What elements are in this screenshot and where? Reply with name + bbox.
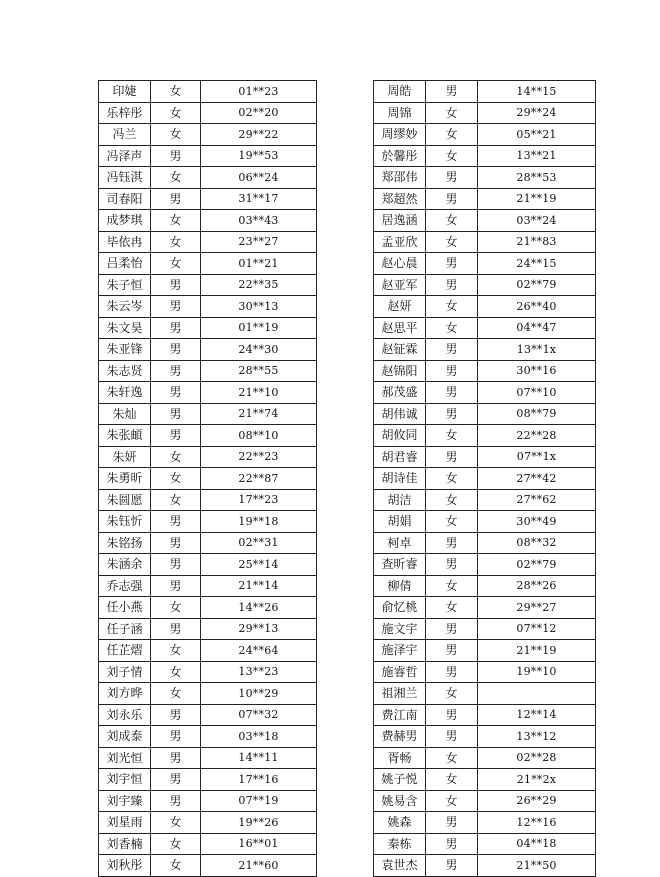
gender-cell: 男	[426, 554, 478, 576]
table-row	[374, 575, 596, 597]
gender-cell: 女	[426, 231, 478, 253]
table-row	[374, 253, 596, 275]
gender-cell: 男	[151, 425, 201, 447]
gender-cell: 男	[426, 726, 478, 748]
table-row	[99, 640, 317, 662]
gender-cell: 女	[426, 210, 478, 232]
name-cell: 朱张頔	[99, 425, 151, 447]
id-cell: 02**79	[478, 274, 596, 296]
table-row	[99, 747, 317, 769]
gender-cell: 男	[426, 661, 478, 683]
table-row	[374, 511, 596, 533]
gender-cell: 女	[426, 575, 478, 597]
id-cell: 21**19	[478, 188, 596, 210]
id-cell: 17**23	[201, 489, 317, 511]
table-row	[374, 704, 596, 726]
name-cell: 胡洁	[374, 489, 426, 511]
gender-cell: 男	[426, 253, 478, 275]
table-row	[99, 403, 317, 425]
table-row	[374, 618, 596, 640]
id-cell: 12**14	[478, 704, 596, 726]
table-row	[374, 167, 596, 189]
gender-cell: 女	[426, 296, 478, 318]
id-cell: 28**26	[478, 575, 596, 597]
table-row	[99, 253, 317, 275]
table-row	[374, 489, 596, 511]
id-cell: 25**14	[201, 554, 317, 576]
id-cell: 22**87	[201, 468, 317, 490]
gender-cell: 男	[151, 188, 201, 210]
id-cell: 30**49	[478, 511, 596, 533]
name-cell: 胥畅	[374, 747, 426, 769]
name-cell: 袁世杰	[374, 855, 426, 877]
id-cell: 26**29	[478, 790, 596, 812]
gender-cell: 女	[426, 511, 478, 533]
table-row	[374, 661, 596, 683]
table-row	[99, 489, 317, 511]
name-cell: 吕柔怡	[99, 253, 151, 275]
id-cell: 14**11	[201, 747, 317, 769]
id-cell: 02**79	[478, 554, 596, 576]
table-row	[374, 102, 596, 124]
gender-cell: 女	[426, 489, 478, 511]
name-cell: 朱云岑	[99, 296, 151, 318]
id-cell: 13**23	[201, 661, 317, 683]
name-cell: 刘成泰	[99, 726, 151, 748]
id-cell: 13**1x	[478, 339, 596, 361]
id-cell: 14**15	[478, 81, 596, 103]
table-row	[374, 532, 596, 554]
id-cell: 22**28	[478, 425, 596, 447]
name-cell: 赵妍	[374, 296, 426, 318]
id-cell: 08**10	[201, 425, 317, 447]
gender-cell: 女	[151, 81, 201, 103]
name-cell: 朱灿	[99, 403, 151, 425]
table-row	[99, 360, 317, 382]
id-cell: 03**24	[478, 210, 596, 232]
name-cell: 成梦琪	[99, 210, 151, 232]
gender-cell: 男	[151, 382, 201, 404]
table-row	[99, 468, 317, 490]
table-row	[99, 317, 317, 339]
name-cell: 赵思平	[374, 317, 426, 339]
id-cell: 28**55	[201, 360, 317, 382]
table-row	[99, 188, 317, 210]
gender-cell: 男	[151, 360, 201, 382]
table-row	[374, 554, 596, 576]
id-cell: 06**24	[201, 167, 317, 189]
gender-cell: 男	[151, 296, 201, 318]
name-cell: 费江南	[374, 704, 426, 726]
table-row	[374, 833, 596, 855]
table-row	[374, 317, 596, 339]
name-cell: 刘香楠	[99, 833, 151, 855]
id-cell: 24**30	[201, 339, 317, 361]
name-cell: 冯钰淇	[99, 167, 151, 189]
id-cell: 07**19	[201, 790, 317, 812]
id-cell: 19**53	[201, 145, 317, 167]
id-cell: 30**16	[478, 360, 596, 382]
name-cell: 冯兰	[99, 124, 151, 146]
name-cell: 刘子情	[99, 661, 151, 683]
gender-cell: 女	[426, 145, 478, 167]
gender-cell: 女	[151, 468, 201, 490]
name-cell: 刘永乐	[99, 704, 151, 726]
gender-cell: 女	[151, 489, 201, 511]
name-cell: 朱涵余	[99, 554, 151, 576]
id-cell: 19**18	[201, 511, 317, 533]
gender-cell: 男	[426, 382, 478, 404]
table-row	[374, 446, 596, 468]
gender-cell: 女	[426, 317, 478, 339]
gender-cell: 男	[151, 769, 201, 791]
table-row	[99, 554, 317, 576]
gender-cell: 女	[151, 640, 201, 662]
id-cell: 12**16	[478, 812, 596, 834]
table-row	[99, 210, 317, 232]
gender-cell: 男	[426, 618, 478, 640]
id-cell: 07**1x	[478, 446, 596, 468]
table-row	[374, 683, 596, 705]
table-row	[374, 360, 596, 382]
table-row	[374, 81, 596, 103]
table-row	[374, 812, 596, 834]
gender-cell: 男	[151, 317, 201, 339]
gender-cell: 男	[151, 704, 201, 726]
id-cell: 21**83	[478, 231, 596, 253]
id-cell: 13**12	[478, 726, 596, 748]
table-row	[99, 124, 317, 146]
id-cell: 21**19	[478, 640, 596, 662]
name-cell: 朱子恒	[99, 274, 151, 296]
gender-cell: 男	[426, 704, 478, 726]
id-cell: 19**26	[201, 812, 317, 834]
id-cell: 22**35	[201, 274, 317, 296]
name-cell: 施睿哲	[374, 661, 426, 683]
id-cell: 13**21	[478, 145, 596, 167]
id-cell: 24**15	[478, 253, 596, 275]
table-row	[99, 231, 317, 253]
table-row	[374, 597, 596, 619]
id-cell: 22**23	[201, 446, 317, 468]
id-cell: 08**79	[478, 403, 596, 425]
id-cell: 24**64	[201, 640, 317, 662]
id-cell: 29**27	[478, 597, 596, 619]
id-cell: 23**27	[201, 231, 317, 253]
table-row	[374, 382, 596, 404]
gender-cell: 男	[426, 274, 478, 296]
name-cell: 秦栋	[374, 833, 426, 855]
id-cell: 29**13	[201, 618, 317, 640]
name-cell: 乔志强	[99, 575, 151, 597]
gender-cell: 女	[151, 167, 201, 189]
gender-cell: 男	[426, 812, 478, 834]
table-row	[99, 812, 317, 834]
name-cell: 费赫男	[374, 726, 426, 748]
gender-cell: 女	[151, 661, 201, 683]
id-cell: 21**14	[201, 575, 317, 597]
name-cell: 毕依冉	[99, 231, 151, 253]
table-row	[99, 790, 317, 812]
table-row	[99, 274, 317, 296]
id-cell: 08**32	[478, 532, 596, 554]
table-row	[99, 81, 317, 103]
gender-cell: 男	[426, 81, 478, 103]
table-row	[99, 683, 317, 705]
table-row	[374, 124, 596, 146]
gender-cell: 男	[426, 446, 478, 468]
id-cell: 04**18	[478, 833, 596, 855]
gender-cell: 女	[151, 231, 201, 253]
name-cell: 赵钲霖	[374, 339, 426, 361]
table-row	[99, 532, 317, 554]
gender-cell: 女	[151, 833, 201, 855]
table-row	[99, 339, 317, 361]
id-cell: 27**62	[478, 489, 596, 511]
name-cell: 朱铭扬	[99, 532, 151, 554]
name-cell: 居逸涵	[374, 210, 426, 232]
table-row	[374, 769, 596, 791]
gender-cell: 女	[426, 597, 478, 619]
gender-cell: 男	[151, 726, 201, 748]
name-cell: 柯卓	[374, 532, 426, 554]
name-cell: 任小燕	[99, 597, 151, 619]
gender-cell: 女	[151, 253, 201, 275]
name-cell: 任芷熠	[99, 640, 151, 662]
id-cell: 28**53	[478, 167, 596, 189]
id-cell: 03**18	[201, 726, 317, 748]
table-row	[99, 704, 317, 726]
name-cell: 朱文昊	[99, 317, 151, 339]
table-row	[99, 855, 317, 877]
gender-cell: 女	[426, 102, 478, 124]
name-cell: 胡诗佳	[374, 468, 426, 490]
gender-cell: 男	[151, 747, 201, 769]
id-cell: 02**31	[201, 532, 317, 554]
table-row	[99, 833, 317, 855]
id-cell: 01**19	[201, 317, 317, 339]
gender-cell: 男	[426, 188, 478, 210]
name-cell: 朱钰忻	[99, 511, 151, 533]
id-cell: 21**2x	[478, 769, 596, 791]
gender-cell: 男	[151, 274, 201, 296]
name-cell: 郑超然	[374, 188, 426, 210]
id-cell: 10**29	[201, 683, 317, 705]
name-cell: 刘宇臻	[99, 790, 151, 812]
gender-cell: 女	[426, 683, 478, 705]
name-cell: 胡伟诚	[374, 403, 426, 425]
table-row	[99, 726, 317, 748]
name-cell: 俞忆桃	[374, 597, 426, 619]
name-cell: 朱妍	[99, 446, 151, 468]
gender-cell: 男	[151, 339, 201, 361]
id-cell: 21**74	[201, 403, 317, 425]
id-cell	[478, 683, 596, 705]
gender-cell: 男	[426, 833, 478, 855]
gender-cell: 女	[426, 790, 478, 812]
name-cell: 查昕睿	[374, 554, 426, 576]
id-cell: 01**23	[201, 81, 317, 103]
name-cell: 朱亚锋	[99, 339, 151, 361]
table-row	[374, 188, 596, 210]
name-cell: 乐梓彤	[99, 102, 151, 124]
gender-cell: 女	[426, 124, 478, 146]
name-cell: 任子涵	[99, 618, 151, 640]
name-cell: 赵心晨	[374, 253, 426, 275]
name-cell: 孟亚欣	[374, 231, 426, 253]
name-cell: 朱圆愿	[99, 489, 151, 511]
gender-cell: 女	[151, 102, 201, 124]
gender-cell: 男	[426, 360, 478, 382]
table-row	[374, 855, 596, 877]
gender-cell: 男	[426, 167, 478, 189]
gender-cell: 男	[151, 511, 201, 533]
id-cell: 04**47	[478, 317, 596, 339]
roster-table-right	[373, 80, 596, 877]
id-cell: 21**60	[201, 855, 317, 877]
table-row	[99, 382, 317, 404]
name-cell: 郑邵伟	[374, 167, 426, 189]
name-cell: 胡攸同	[374, 425, 426, 447]
id-cell: 17**16	[201, 769, 317, 791]
name-cell: 周缪妙	[374, 124, 426, 146]
id-cell: 27**42	[478, 468, 596, 490]
gender-cell: 女	[151, 446, 201, 468]
name-cell: 刘星雨	[99, 812, 151, 834]
gender-cell: 男	[151, 403, 201, 425]
gender-cell: 女	[151, 210, 201, 232]
table-row	[374, 231, 596, 253]
gender-cell: 女	[426, 747, 478, 769]
gender-cell: 女	[426, 468, 478, 490]
gender-cell: 男	[151, 145, 201, 167]
name-cell: 姚森	[374, 812, 426, 834]
name-cell: 於馨彤	[374, 145, 426, 167]
gender-cell: 女	[151, 597, 201, 619]
name-cell: 胡君睿	[374, 446, 426, 468]
gender-cell: 男	[151, 532, 201, 554]
id-cell: 26**40	[478, 296, 596, 318]
roster-table-left	[98, 80, 317, 877]
gender-cell: 男	[426, 640, 478, 662]
table-row	[374, 726, 596, 748]
name-cell: 祖湘兰	[374, 683, 426, 705]
id-cell: 31**17	[201, 188, 317, 210]
name-cell: 刘秋彤	[99, 855, 151, 877]
id-cell: 03**43	[201, 210, 317, 232]
gender-cell: 男	[151, 790, 201, 812]
table-row	[374, 747, 596, 769]
id-cell: 16**01	[201, 833, 317, 855]
gender-cell: 男	[151, 575, 201, 597]
table-row	[374, 640, 596, 662]
name-cell: 朱勇昕	[99, 468, 151, 490]
name-cell: 施泽宇	[374, 640, 426, 662]
name-cell: 柳倩	[374, 575, 426, 597]
gender-cell: 男	[426, 855, 478, 877]
name-cell: 朱轩逸	[99, 382, 151, 404]
id-cell: 02**28	[478, 747, 596, 769]
id-cell: 21**10	[201, 382, 317, 404]
name-cell: 刘方晔	[99, 683, 151, 705]
id-cell: 07**32	[201, 704, 317, 726]
table-row	[99, 296, 317, 318]
gender-cell: 男	[151, 554, 201, 576]
id-cell: 05**21	[478, 124, 596, 146]
table-row	[374, 145, 596, 167]
table-row	[374, 296, 596, 318]
id-cell: 07**12	[478, 618, 596, 640]
gender-cell: 女	[151, 683, 201, 705]
gender-cell: 男	[426, 403, 478, 425]
name-cell: 郝茂盛	[374, 382, 426, 404]
id-cell: 01**21	[201, 253, 317, 275]
table-row	[99, 769, 317, 791]
table-row	[99, 167, 317, 189]
name-cell: 周皓	[374, 81, 426, 103]
table-row	[374, 790, 596, 812]
gender-cell: 女	[426, 425, 478, 447]
table-row	[99, 575, 317, 597]
id-cell: 14**26	[201, 597, 317, 619]
name-cell: 胡娟	[374, 511, 426, 533]
table-row	[374, 468, 596, 490]
name-cell: 朱志贤	[99, 360, 151, 382]
table-row	[99, 102, 317, 124]
id-cell: 29**24	[478, 102, 596, 124]
name-cell: 姚子悦	[374, 769, 426, 791]
id-cell: 19**10	[478, 661, 596, 683]
gender-cell: 男	[426, 532, 478, 554]
gender-cell: 女	[151, 124, 201, 146]
name-cell: 司春阳	[99, 188, 151, 210]
name-cell: 姚易含	[374, 790, 426, 812]
id-cell: 21**50	[478, 855, 596, 877]
table-row	[99, 446, 317, 468]
id-cell: 30**13	[201, 296, 317, 318]
name-cell: 施文宇	[374, 618, 426, 640]
table-row	[99, 618, 317, 640]
table-row	[374, 339, 596, 361]
id-cell: 29**22	[201, 124, 317, 146]
table-row	[99, 661, 317, 683]
name-cell: 冯泽声	[99, 145, 151, 167]
table-row	[99, 511, 317, 533]
gender-cell: 男	[426, 339, 478, 361]
gender-cell: 女	[151, 855, 201, 877]
table-row	[99, 145, 317, 167]
table-row	[99, 597, 317, 619]
name-cell: 印婕	[99, 81, 151, 103]
id-cell: 07**10	[478, 382, 596, 404]
gender-cell: 女	[151, 812, 201, 834]
table-row	[374, 403, 596, 425]
id-cell: 02**20	[201, 102, 317, 124]
gender-cell: 女	[426, 769, 478, 791]
name-cell: 刘宇恒	[99, 769, 151, 791]
table-row	[99, 425, 317, 447]
name-cell: 周锦	[374, 102, 426, 124]
gender-cell: 男	[151, 618, 201, 640]
table-row	[374, 425, 596, 447]
table-row	[374, 210, 596, 232]
name-cell: 赵亚军	[374, 274, 426, 296]
name-cell: 赵锦阳	[374, 360, 426, 382]
name-cell: 刘光恒	[99, 747, 151, 769]
table-row	[374, 274, 596, 296]
